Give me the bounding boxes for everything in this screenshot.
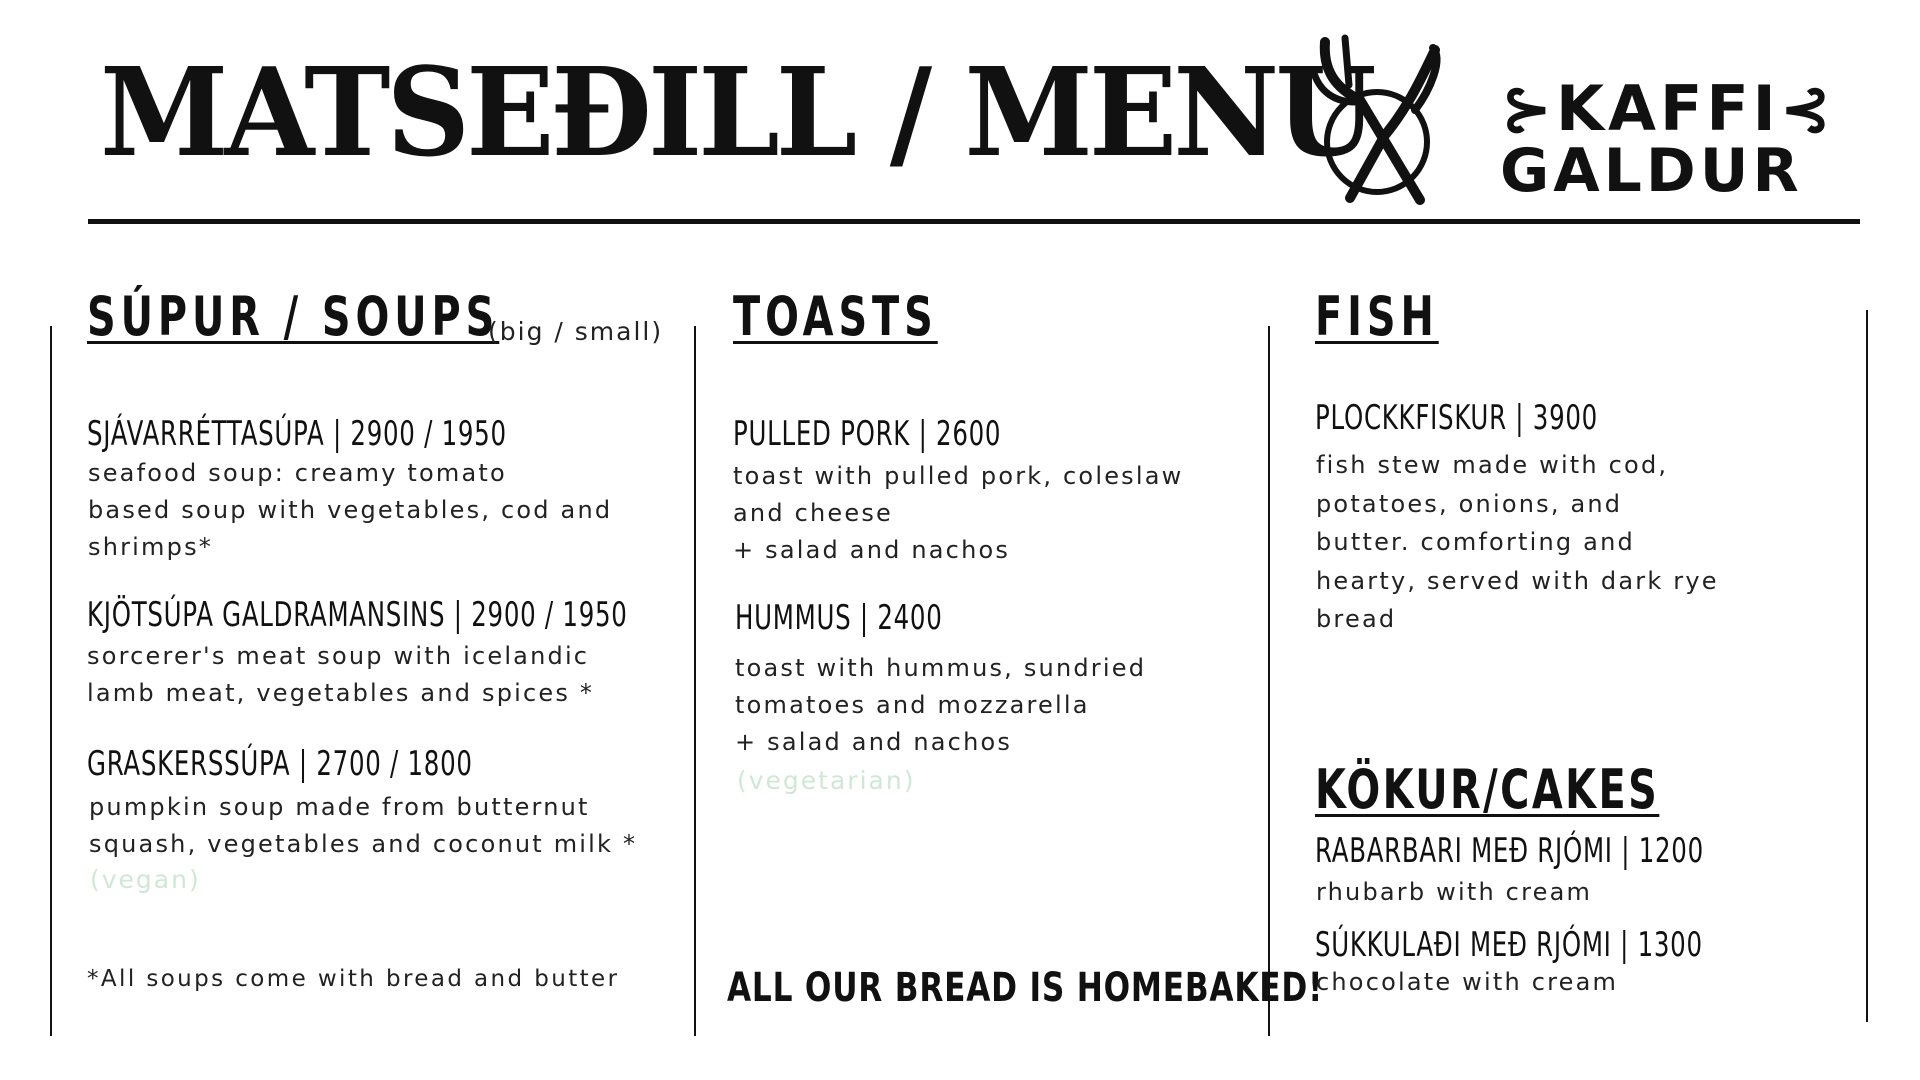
cake-item-name: SÚKKULAÐI MEÐ RJÓMI | 1300 [1315, 925, 1703, 965]
menu-title: MATSEÐILL / MENU [100, 41, 1373, 185]
soups-size-note: (big / small) [488, 317, 664, 346]
soup-item-desc: pumpkin soup made from butternut squash, vegetables and coconut milk * [89, 793, 638, 858]
toast-item-desc: toast with pulled pork, coleslaw and cheese + salad and nachos [733, 462, 1184, 564]
logo-ornament-left: ⊱ [1500, 72, 1556, 145]
logo-line-kaffi [1500, 72, 1836, 145]
soups-footnote: *All soups come with bread and butter [87, 966, 620, 992]
kaffi-galdur-logo [1500, 72, 1836, 206]
column-divider-3 [1268, 326, 1270, 1036]
soup-item-desc: seafood soup: creamy tomato based soup with vegetables, cod and shrimps* [88, 459, 613, 561]
cake-item-desc: chocolate with cream [1316, 968, 1619, 996]
logo-line-galdur: GALDUR [1500, 136, 1803, 206]
toast-item-name: PULLED PORK | 2600 [733, 414, 1002, 454]
soup-item-name: SJÁVARRÉTTASÚPA | 2900 / 1950 [87, 414, 507, 454]
toast-item-desc: toast with hummus, sundried tomatoes and mozzarella + salad and nachos [735, 654, 1147, 756]
column-divider-2 [694, 326, 696, 1036]
toasts-heading: TOASTS [733, 285, 938, 348]
fish-heading: FISH [1315, 285, 1439, 348]
soup-item-name: GRASKERSSÚPA | 2700 / 1800 [87, 744, 473, 784]
cake-item-desc: rhubarb with cream [1316, 878, 1593, 906]
fork-knife-icon [1305, 30, 1445, 205]
soup-item-desc: sorcerer's meat soup with icelandic lamb meat, vegetables and spices * [87, 642, 595, 707]
soup-item-name: KJÖTSÚPA GALDRAMANSINS | 2900 / 1950 [87, 595, 628, 635]
fish-item-name: PLOCKKFISKUR | 3900 [1315, 398, 1598, 438]
fish-item-desc: fish stew made with cod, potatoes, onions, and butter. comforting and hearty, served with dark rye bread [1316, 451, 1719, 633]
vegetarian-tag: (vegetarian) [737, 766, 916, 795]
logo-ornament-right: ⊰ [1779, 72, 1836, 145]
logo-word-kaffi: KAFFI [1555, 72, 1780, 145]
vegan-tag: (vegan) [90, 865, 201, 894]
toast-item-name: HUMMUS | 2400 [735, 598, 943, 638]
soups-heading: SÚPUR / SOUPS [87, 285, 500, 348]
column-divider-4 [1866, 310, 1868, 1022]
cakes-heading: KÖKUR/CAKES [1315, 758, 1660, 821]
column-divider-1 [50, 326, 52, 1036]
cake-item-name: RABARBARI MEÐ RJÓMI | 1200 [1315, 831, 1704, 871]
homebaked-bread-note: ALL OUR BREAD IS HOMEBAKED! [727, 965, 1324, 1011]
header-divider [88, 219, 1860, 224]
